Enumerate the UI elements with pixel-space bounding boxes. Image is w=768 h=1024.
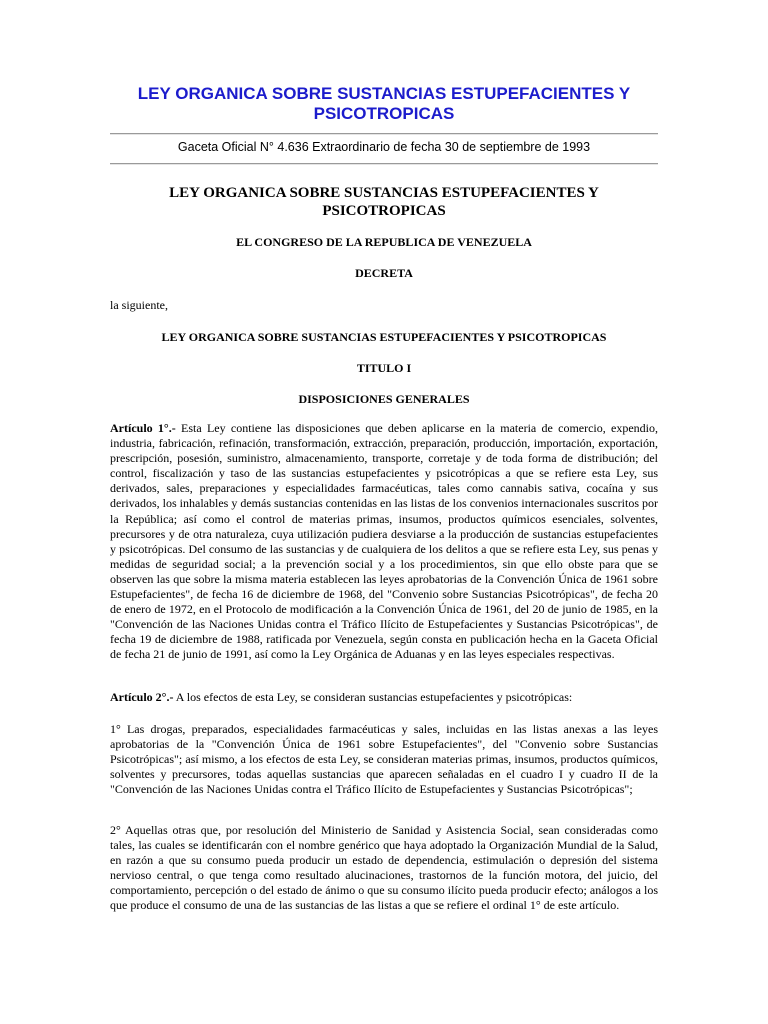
- page-title: LEY ORGANICA SOBRE SUSTANCIAS ESTUPEFACIENTES Y PSICOTROPICAS: [137, 84, 631, 123]
- ordinal-2: 2° Aquellas otras que, por resolución del Ministerio de Sanidad y Asistencia Social, sean consideradas como tales, las cuales se identificarán con el nombre genérico que haya adoptado la Organización Mundial de la Salud, en razón a que su consumo pueda producir un estado de dependencia, estimulación o depresión del sistema nervioso central, o que tenga como resultado alucinaciones, trastornos de la función motora, del juicio, del comportamiento, percepción o del estado de ánimo o que su consumo ilícito pueda producir efecto; análogos a los que produce el consumo de una de las sustancias de las listas a que se refiere el ordinal 1° de este artículo.: [110, 823, 658, 913]
- bottom-divider: [110, 163, 658, 165]
- top-divider: [110, 133, 658, 135]
- issuer-heading: EL CONGRESO DE LA REPUBLICA DE VENEZUELA: [236, 235, 532, 249]
- article-1: [110, 421, 658, 663]
- title-number-heading: TITULO I: [356, 361, 412, 375]
- document-title: LEY ORGANICA SOBRE SUSTANCIAS ESTUPEFACIENTES Y PSICOTROPICAS: [169, 185, 599, 219]
- ordinal-1: 1° Las drogas, preparados, especialidades farmacéuticas y sales, incluidas en las listas anexas a las leyes aprobatorias de la "Convención Única de 1961 sobre Estupefacientes", del "Convenio sobre Sustancias Psicotrópicas"; así mismo, a los efectos de esta Ley, se consideran materias primas, insumos, productos químicos, solventes y precursores, todas aquellas sustancias que aparecen señaladas en el cuadro I y cuadro II de la "Convención de las Naciones Unidas contra el Tráfico Ilícito de Estupefacientes y Sustancias Psicotrópicas";: [110, 722, 658, 797]
- decree-heading: DECRETA: [355, 266, 413, 280]
- title-name-heading: DISPOSICIONES GENERALES: [298, 392, 470, 406]
- article-2: [110, 690, 658, 705]
- article-2-text: A los efectos de esta Ley, se consideran sustancias estupefacientes y psicotrópicas:: [175, 690, 573, 704]
- law-name-heading: LEY ORGANICA SOBRE SUSTANCIAS ESTUPEFACIENTES Y PSICOTROPICAS: [161, 330, 607, 344]
- article-2-label: Artículo 2°.-: [110, 690, 174, 704]
- article-1-label: Artículo 1°.-: [110, 421, 176, 435]
- gazette-reference: Gaceta Oficial N° 4.636 Extraordinario de fecha 30 de septiembre de 1993: [177, 140, 591, 154]
- article-1-text: Esta Ley contiene las disposiciones que deben aplicarse en la materia de comercio, expendio, industria, fabricación, refinación, transformación, extracción, preparación, producción, importación, exportación, prescripción, posesión, suministro, almacenamiento, transporte, corretaje y de toda forma de distribución; del control, fiscalización y taso de las sustancias estupefacientes y psicotrópicas a que se refiere esta Ley, sus derivados, sales, preparaciones y especialidades farmacéuticas, tales como cannabis sativa, cocaína y sus derivados, los inhalables y demás sustancias contenidas en las listas de los convenios internacionales suscritos por la República; así como el control de materias primas, insumos, productos químicos esenciales, solventes, precursores y de otra naturaleza, cuya utilización pudiera desviarse a la producción de sustancias estupefacientes y psicotrópicas. Del consumo de las sustancias y de cualquiera de los delitos a que se refiere esta Ley, sus penas y medidas de seguridad social; a la prevención social y a los procedimientos, sin que ello obste para que se observen las que sobre la misma materia establecen las leyes aprobatorias de la Convención Única de 1961 sobre Estupefacientes", de fecha 16 de diciembre de 1968, del "Convenio sobre Sustancias Psicotrópicas", de fecha 20 de enero de 1972, en el Protocolo de modificación a la Convención Única de 1961, del 20 de junio de 1985, en la "Convención de las Naciones Unidas contra el Tráfico Ilícito de Estupefacientes y Sustancias Psicotrópicas", de fecha 19 de diciembre de 1988, ratificada por Venezuela, según consta en publicación hecha en la Gaceta Oficial de fecha 21 de junio de 1991, así como la Ley Orgánica de Aduanas y en las leyes especiales respectivas.: [110, 421, 659, 662]
- intro-text: la siguiente,: [110, 298, 168, 312]
